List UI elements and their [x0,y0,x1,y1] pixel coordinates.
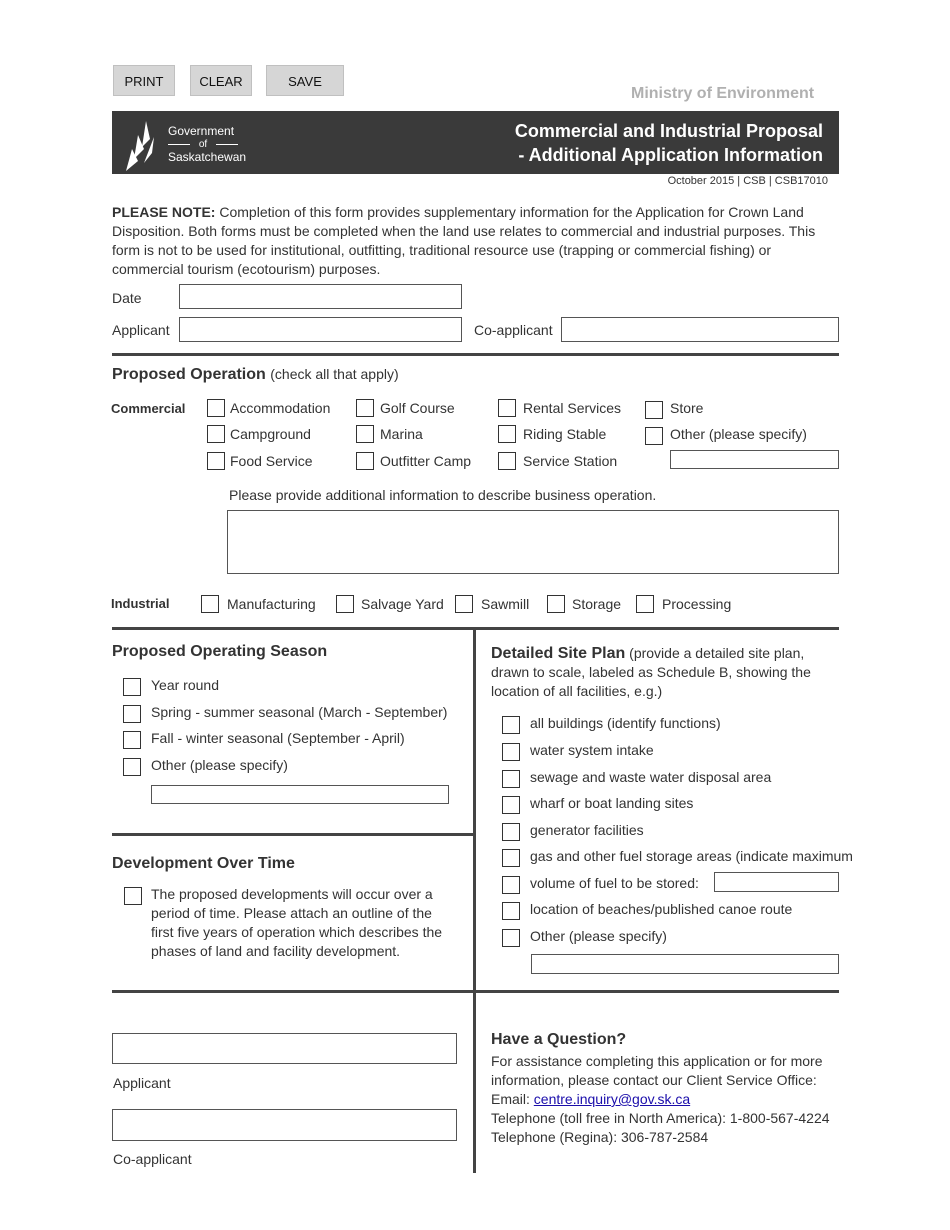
checkbox-storage[interactable] [547,595,565,613]
applicant-signature-label: Applicant [113,1075,171,1091]
option-site-other: Other (please specify) [530,928,667,944]
season-other-field[interactable] [151,785,449,804]
checkbox-fall-winter[interactable] [123,731,141,749]
commercial-label: Commercial [111,401,186,416]
option-rental-services: Rental Services [523,400,622,416]
fuel-volume-field[interactable] [714,872,839,892]
ministry-name: Ministry of Environment [631,85,815,102]
checkbox-buildings[interactable] [502,716,520,734]
option-marina: Marina [380,426,423,442]
checkbox-fuel-storage[interactable] [502,849,520,867]
please-note [112,203,837,279]
date-label: Date [112,290,142,306]
logo-text-saskatchewan: Saskatchewan [168,150,247,164]
option-manufacturing: Manufacturing [227,596,316,612]
commercial-other-field[interactable] [670,450,839,469]
option-sawmill: Sawmill [481,596,530,612]
option-water-intake: water system intake [530,742,654,758]
clear-button[interactable]: CLEAR [190,65,252,96]
site-plan-hint: (provide a detailed site plan, drawn to scale, labeled as Schedule B, showing the location of all facilities, e.g.) [491,645,811,699]
option-salvage-yard: Salvage Yard [361,596,444,612]
email-label: Email: [491,1091,534,1107]
form-title-line1: Commercial and Industrial Proposal [514,121,823,141]
checkbox-beaches[interactable] [502,902,520,920]
divider [112,833,474,836]
operating-season-heading: Proposed Operating Season [112,643,328,660]
wheat-sheaf-icon [124,119,164,173]
option-fuel-storage: gas and other fuel storage areas (indicate maximum [530,848,853,864]
option-storage: Storage [572,596,622,612]
option-golf-course: Golf Course [380,400,455,416]
question-text [491,1052,836,1147]
option-beaches: location of beaches/published canoe route [530,901,793,917]
coapplicant-label: Co-applicant [474,322,553,338]
checkbox-site-other[interactable] [502,929,520,947]
checkbox-rental-services[interactable] [498,399,516,417]
option-buildings: all buildings (identify functions) [530,715,721,731]
option-processing: Processing [662,596,732,612]
checkbox-manufacturing[interactable] [201,595,219,613]
option-wharf: wharf or boat landing sites [530,795,694,811]
phone-toll-free: Telephone (toll free in North America): 1-800-567-4224 [491,1110,830,1126]
option-service-station: Service Station [523,453,618,469]
phone-regina: Telephone (Regina): 306-787-2584 [491,1129,709,1145]
checkbox-water-intake[interactable] [502,743,520,761]
option-campground: Campground [230,426,311,442]
applicant-field[interactable] [179,317,462,342]
applicant-signature-field[interactable] [112,1033,457,1064]
email-link[interactable]: centre.inquiry@gov.sk.ca [533,1091,691,1107]
checkbox-outfitter-camp[interactable] [356,452,374,470]
form-title-line2: - Additional Application Information [518,145,823,165]
form-code: October 2015 | CSB | CSB17010 [667,175,828,187]
option-sewage: sewage and waste water disposal area [530,769,772,785]
checkbox-service-station[interactable] [498,452,516,470]
divider [112,990,839,993]
checkbox-golf-course[interactable] [356,399,374,417]
site-plan-heading: Detailed Site Plan [491,645,626,662]
coapplicant-signature-label: Co-applicant [113,1151,192,1167]
checkbox-salvage-yard[interactable] [336,595,354,613]
option-food-service: Food Service [230,453,313,469]
industrial-label: Industrial [111,596,170,611]
site-other-field[interactable] [531,954,839,974]
development-heading: Development Over Time [112,855,295,872]
site-plan-section [491,644,826,701]
checkbox-commercial-other[interactable] [645,427,663,445]
divider [112,353,839,356]
question-heading: Have a Question? [491,1031,627,1048]
checkbox-accommodation[interactable] [207,399,225,417]
checkbox-campground[interactable] [207,425,225,443]
form-title [515,119,823,167]
save-button[interactable]: SAVE [266,65,344,96]
business-prompt: Please provide additional information to describe business operation. [229,487,657,503]
applicant-label: Applicant [112,322,170,338]
option-spring-summer: Spring - summer seasonal (March - September) [151,704,448,720]
please-note-label: PLEASE NOTE: [112,204,216,220]
checkbox-sawmill[interactable] [455,595,473,613]
coapplicant-signature-field[interactable] [112,1109,457,1141]
logo-text-government: Government [168,124,235,138]
checkbox-fuel-volume[interactable] [502,876,520,894]
option-year-round: Year round [151,677,219,693]
option-outfitter-camp: Outfitter Camp [380,453,472,469]
header-bar [112,111,839,174]
checkbox-wharf[interactable] [502,796,520,814]
checkbox-development[interactable] [124,887,142,905]
option-generator: generator facilities [530,822,644,838]
option-riding-stable: Riding Stable [523,426,607,442]
checkbox-season-other[interactable] [123,758,141,776]
proposed-operation-heading: Proposed Operation (check all that apply) [112,366,399,383]
business-info-textarea[interactable] [227,510,839,574]
option-accommodation: Accommodation [230,400,331,416]
question-line1: For assistance completing this application or for more information, please contact our Client Service Office: [491,1053,823,1088]
checkbox-food-service[interactable] [207,452,225,470]
checkbox-marina[interactable] [356,425,374,443]
option-season-other: Other (please specify) [151,757,288,773]
development-text: The proposed developments will occur over a period of time. Please attach an outline of the first five years of operation which describes the phases of land and facility development. [151,886,443,959]
option-fuel-volume: volume of fuel to be stored: [530,875,699,891]
checkbox-generator[interactable] [502,823,520,841]
proposed-operation-hint: (check all that apply) [270,366,399,382]
option-store: Store [670,400,704,416]
print-button[interactable]: PRINT [113,65,175,96]
checkbox-riding-stable[interactable] [498,425,516,443]
option-fall-winter: Fall - winter seasonal (September - April) [151,730,405,746]
logo-text-of: of [198,139,208,150]
checkbox-processing[interactable] [636,595,654,613]
government-logo [124,119,254,171]
checkbox-year-round[interactable] [123,678,141,696]
option-commercial-other: Other (please specify) [670,426,807,442]
checkbox-spring-summer[interactable] [123,705,141,723]
checkbox-store[interactable] [645,401,663,419]
checkbox-sewage[interactable] [502,770,520,788]
column-divider [473,630,476,1173]
date-field[interactable] [179,284,462,309]
coapplicant-field[interactable] [561,317,839,342]
please-note-text: Completion of this form provides supplementary information for the Application for Crown Land Disposition. Both forms must be completed when the land use relates to commercial and industrial purposes. This form is not to be used for institutional, outfitting, traditional resource use (trapping or commercial fishing) or commercial tourism (ecotourism) purposes. [112,204,816,277]
